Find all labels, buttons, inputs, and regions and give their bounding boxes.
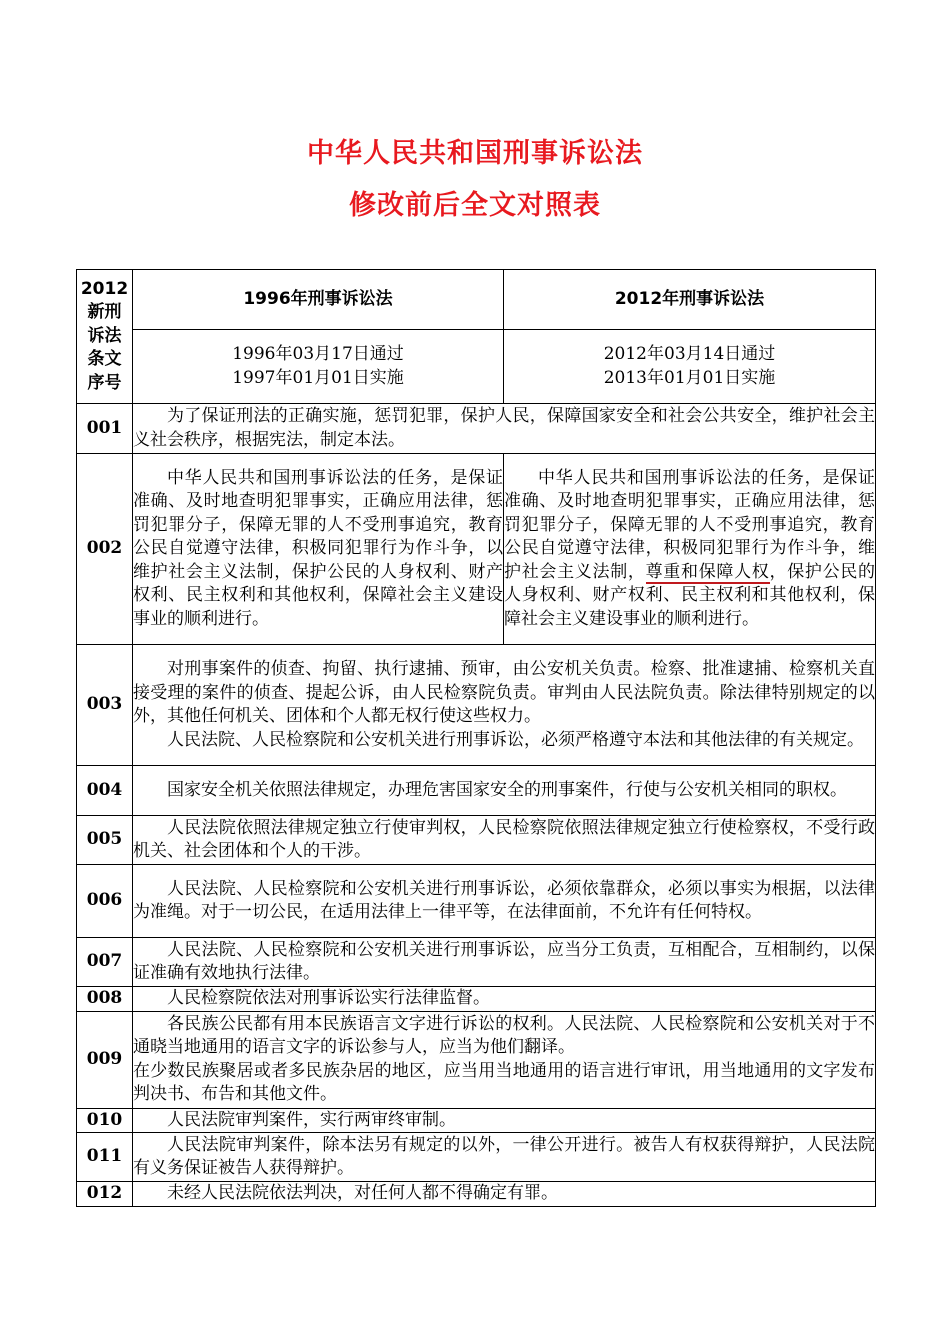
article-text bbox=[133, 1108, 876, 1133]
article-paragraph: 人民法院、人民检察院和公安机关进行刑事诉讼，应当分工负责，互相配合，互相制约，以保证准确有效地执行法律。 bbox=[133, 939, 875, 983]
article-text bbox=[133, 865, 876, 938]
col-1996-passed-date: 1996年03月17日通过 bbox=[232, 344, 404, 364]
col-1996-title: 1996年刑事诉讼法 bbox=[133, 270, 504, 330]
col-2012-title: 2012年刑事诉讼法 bbox=[504, 270, 876, 330]
col-2012-effective-date: 2013年01月01日实施 bbox=[603, 367, 776, 388]
article-paragraph: 人民法院、人民检察院和公安机关进行刑事诉讼，必须依靠群众，必须以事实为根据，以法律为准绳。对于一切公民，在适用法律上一律平等，在法律面前，不允许有任何特权。 bbox=[133, 878, 875, 922]
article-row bbox=[77, 865, 876, 938]
article-paragraph: 人民法院依照法律规定独立行使审判权，人民检察院依照法律规定独立行使检察权，不受行政机关、社会团体和个人的干涉。 bbox=[133, 817, 875, 861]
article-paragraph bbox=[504, 467, 875, 632]
amended-text-underline: 尊重和保障人权 bbox=[645, 561, 770, 582]
col-2012-dates bbox=[504, 330, 876, 404]
seq-header-line: 新刑 bbox=[87, 302, 122, 323]
article-number: 009 bbox=[77, 1011, 133, 1108]
article-text bbox=[133, 645, 876, 766]
article-row bbox=[77, 987, 876, 1012]
seq-header-line: 序号 bbox=[87, 372, 122, 393]
seq-header-line: 诉法 bbox=[87, 325, 122, 346]
article-number: 004 bbox=[77, 766, 133, 816]
article-number: 001 bbox=[77, 404, 133, 454]
date-row bbox=[77, 330, 876, 404]
col-2012-passed-date: 2012年03月14日通过 bbox=[603, 344, 776, 364]
article-paragraph: 对刑事案件的侦查、拘留、执行逮捕、预审，由公安机关负责。检察、批准逮捕、检察机关直接受理的案件的侦查、提起公诉，由人民检察院负责。审判由人民法院负责。除法律特别规定的以外，其他任何机关、团体和个人都无权行使这些权力。 bbox=[133, 659, 875, 726]
article-paragraph: 人民法院审判案件，除本法另有规定的以外，一律公开进行。被告人有权获得辩护，人民法院有义务保证被告人获得辩护。 bbox=[133, 1134, 875, 1178]
article-text bbox=[133, 1182, 876, 1207]
article-paragraph: 各民族公民都有用本民族语言文字进行诉讼的权利。人民法院、人民检察院和公安机关对于不通晓当地通用的语言文字的诉讼参与人，应当为他们翻译。 bbox=[133, 1013, 875, 1057]
article-number: 005 bbox=[77, 816, 133, 865]
article-paragraph: 人民法院审判案件，实行两审终审制。 bbox=[167, 1109, 456, 1130]
article-number: 011 bbox=[77, 1133, 133, 1182]
article-number: 012 bbox=[77, 1182, 133, 1207]
seq-header-line: 2012 bbox=[80, 278, 129, 299]
article-paragraph: 在少数民族聚居或者多民族杂居的地区，应当用当地通用的语言进行审讯，用当地通用的文字发布判决书、布告和其他文件。 bbox=[133, 1060, 875, 1104]
article-text bbox=[133, 816, 876, 865]
article-text bbox=[133, 1133, 876, 1182]
article-paragraph: 未经人民法院依法判决，对任何人都不得确定有罪。 bbox=[167, 1183, 558, 1203]
header-row bbox=[77, 270, 876, 330]
article-text bbox=[133, 766, 876, 816]
article-paragraph: 人民检察院依法对刑事诉讼实行法律监督。 bbox=[167, 988, 490, 1008]
article-row bbox=[77, 645, 876, 766]
article-row bbox=[77, 1108, 876, 1133]
col-1996-dates bbox=[133, 330, 504, 404]
article-text bbox=[133, 987, 876, 1012]
article-text bbox=[133, 404, 876, 454]
article-text bbox=[133, 938, 876, 987]
article-number: 008 bbox=[77, 987, 133, 1012]
article-paragraph: 为了保证刑法的正确实施，惩罚犯罪，保护人民，保障国家安全和社会公共安全，维护社会主义社会秩序，根据宪法，制定本法。 bbox=[133, 406, 875, 450]
article-text-1996 bbox=[133, 454, 504, 645]
article-number: 006 bbox=[77, 865, 133, 938]
article-paragraph: 中华人民共和国刑事诉讼法的任务，是保证准确、及时地查明犯罪事实，正确应用法律，惩罚犯罪分子，保障无罪的人不受刑事追究，教育公民自觉遵守法律，积极同犯罪行为作斗争，以维护社会主义法制，保护公民的人身权利、财产权利、民主权利和其他权利，保障社会主义建设事业的顺利进行。 bbox=[133, 467, 503, 629]
article-number: 003 bbox=[77, 645, 133, 766]
article-row bbox=[77, 816, 876, 865]
article-number: 007 bbox=[77, 938, 133, 987]
seq-header-cell bbox=[77, 270, 133, 404]
article-row bbox=[77, 454, 876, 645]
text-segment: 中华人民共和国刑事诉讼法的任务，是保证准确、及时地查明犯罪事实，正确应用法律，惩罚犯罪分子，保障无罪的人不受刑事追究，教育公民自觉遵守法律，积极同犯罪行为作斗争，维护社会主义法制， bbox=[504, 467, 875, 582]
article-row bbox=[77, 404, 876, 454]
article-paragraph: 人民法院、人民检察院和公安机关进行刑事诉讼，必须严格遵守本法和其他法律的有关规定。 bbox=[167, 729, 864, 750]
article-paragraph: 国家安全机关依照法律规定，办理危害国家安全的刑事案件，行使与公安机关相同的职权。 bbox=[167, 779, 847, 800]
col-1996-effective-date: 1997年01月01日实施 bbox=[232, 367, 404, 388]
article-row bbox=[77, 1011, 876, 1108]
seq-header-line: 条文 bbox=[87, 349, 122, 370]
article-text-2012 bbox=[504, 454, 876, 645]
article-text bbox=[133, 1011, 876, 1108]
article-row bbox=[77, 1182, 876, 1207]
document-title: 中华人民共和国刑事诉讼法 bbox=[307, 138, 643, 169]
document-subtitle: 修改前后全文对照表 bbox=[349, 190, 601, 221]
comparison-table bbox=[76, 269, 876, 1207]
article-row bbox=[77, 1133, 876, 1182]
article-row bbox=[77, 938, 876, 987]
article-number: 010 bbox=[77, 1108, 133, 1133]
article-row bbox=[77, 766, 876, 816]
text-segment: ，保护公民的人身权利、财产权利、民主权利和其他权利，保障社会主义建设事业的顺利进行。 bbox=[504, 561, 876, 629]
article-number: 002 bbox=[77, 454, 133, 645]
